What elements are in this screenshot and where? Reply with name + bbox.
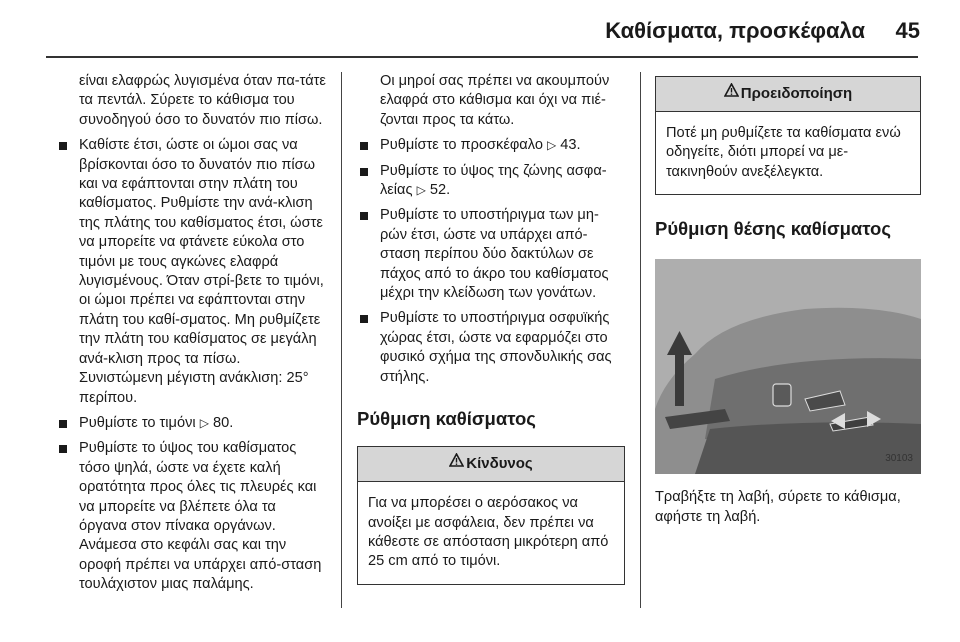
figure-label: 30103 [885, 452, 913, 464]
seat-illustration [655, 259, 921, 474]
warning-box-title: Προειδοποίηση [740, 85, 853, 102]
section-title-seat-adjustment: Ρύθμιση καθίσματος [357, 408, 536, 430]
header-title: Καθίσματα, προσκέφαλα [605, 18, 865, 43]
bullet-square-icon [360, 142, 368, 150]
col2-intro: Οι μηροί σας πρέπει να ακουμπούν ελαφρά στο κάθισμα και όχι να πιέ-ζονται προς τα κάτω. [380, 73, 610, 128]
page-number: 45 [895, 18, 920, 43]
column-divider [640, 72, 641, 608]
list-item: Καθίστε έτσι, ώστε οι ώμοι σας να βρίσκονται όσο το δυνατόν πιο πίσω και να εφάπτονται στην πλάτη του καθίσματος. Ρυθμίστε την ανά-κλιση της πλάτης του καθίσματος έτσι, ώστε να μπορείτε να φτάνετε εύκολα στο τιμόνι με τους αγκώνες ελαφρά λυγισμένους. Όταν στρί-βετε το τιμόνι, οι ώμοι πρέπει να εφάπτονται στην πλάτη του καθί-σματος. Μη ρυθμίζετε την πλάτη του καθίσματος σε μεγάλη ανά-κλιση προς τα πίσω. Συνιστώμενη μέγιστη ανάκλιση: 25° περίπου. [56, 136, 326, 408]
bullet-square-icon [360, 168, 368, 176]
column-1 [56, 72, 326, 595]
bullet-square-icon [59, 420, 67, 428]
list-item: Ρυθμίστε το ύψος του καθίσματος τόσο ψηλά, ώστε να έχετε καλή ορατότητα προς όλες τις πλευρές και να μπορείτε να βλέπετε όλα τα όργανα στον πίνακα οργάνων. Ανάμεσα στο κεφάλι σας και την οροφή πρέπει να υπάρχει από-σταση τουλάχιστον μιας παλάμης. [56, 439, 326, 594]
list-item: Ρυθμίστε το προσκέφαλο ▷ 43. [357, 136, 625, 155]
reference-arrow-icon: ▷ [547, 138, 557, 153]
list-item: Ρυθμίστε το ύψος της ζώνης ασφα-λείας ▷ 52. [357, 162, 625, 201]
warning-triangle-icon [724, 76, 739, 110]
danger-box-text: Για να μπορέσει ο αερόσακος να ανοίξει με ασφάλεια, δεν πρέπει να κάθεστε σε απόσταση μικρότερη από 25 cm από το τιμόνι. [368, 495, 609, 570]
figure-caption: Τραβήξτε τη λαβή, σύρετε το κάθισμα, αφήστε τη λαβή. [655, 489, 901, 525]
seat-adjustment-figure [655, 259, 921, 474]
danger-box-header [358, 447, 624, 482]
header-rule [46, 56, 918, 58]
section-title-seat-position: Ρύθμιση θέσης καθίσματος [655, 218, 891, 240]
column-divider [341, 72, 342, 608]
bullet-square-icon [59, 445, 67, 453]
column-2 [357, 72, 625, 585]
warning-box-text: Ποτέ μη ρυθμίζετε τα καθίσματα ενώ οδηγείτε, διότι μπορεί να με-τακινηθούν ανεξέλεγκτα. [666, 125, 901, 180]
column-3 [655, 72, 921, 527]
col1-bullet-list [56, 136, 326, 594]
bullet-square-icon [360, 315, 368, 323]
warning-box-header [656, 77, 920, 112]
reference-arrow-icon: ▷ [416, 183, 426, 198]
danger-box [357, 446, 625, 585]
bullet-square-icon [59, 142, 67, 150]
warning-triangle-icon [449, 446, 464, 480]
col1-intro: είναι ελαφρώς λυγισμένα όταν πα-τάτε τα πεντάλ. Σύρετε το κάθισμα του συνοδηγού όσο το δυνατόν πιο πίσω. [79, 73, 326, 128]
danger-box-title: Κίνδυνος [466, 455, 533, 473]
list-item: Ρυθμίστε το υποστήριγμα των μη-ρών έτσι, ώστε να υπάρχει από-σταση περίπου δύο δακτύλων σε πάχος από το άκρο του καθίσματος μέχρι την κλείδωση των γονάτων. [357, 206, 625, 303]
col2-bullet-list [357, 136, 625, 387]
list-item: Ρυθμίστε το υποστήριγμα οσφυϊκής χώρας έτσι, ώστε να εφαρμόζει στο φυσικό σχήμα της σπονδυλικής σας στήλης. [357, 309, 625, 387]
warning-box [655, 76, 921, 195]
page-header [0, 0, 960, 62]
bullet-square-icon [360, 212, 368, 220]
reference-arrow-icon: ▷ [199, 415, 209, 430]
list-item: Ρυθμίστε το τιμόνι ▷ 80. [56, 414, 326, 433]
